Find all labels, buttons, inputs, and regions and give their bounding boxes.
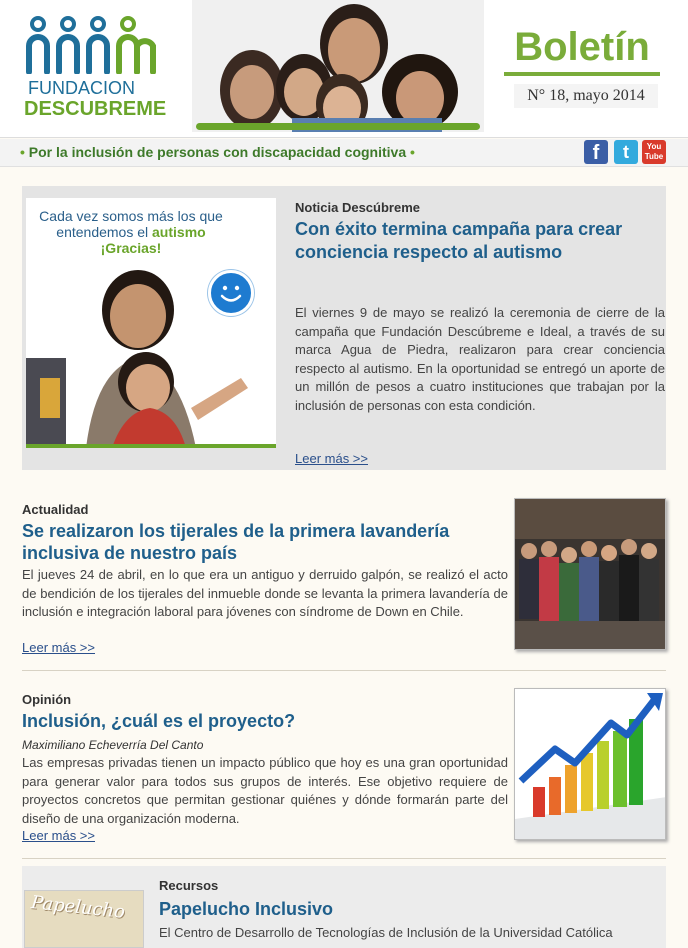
growth-chart-image[interactable] [514, 688, 666, 840]
tagline-bar [0, 139, 688, 167]
twitter-icon[interactable]: t [614, 140, 638, 164]
campaign-image-thanks: ¡Gracias! [100, 240, 162, 256]
article-read-more-link[interactable]: Leer más >> [22, 828, 95, 843]
article-author: Maximiliano Echeverría Del Canto [22, 738, 204, 752]
tagline [20, 144, 415, 160]
article-kicker: Opinión [22, 692, 72, 707]
recursos-kicker: Recursos [159, 878, 219, 893]
newsletter-header [0, 0, 688, 138]
bullet-right: • [410, 144, 415, 160]
article-body: Las empresas privadas tienen un impacto público que hoy es una gran oportunidad para generar valor para todos sus grupos de interés. Ese objetivo requiere de proyectos concretos que permitan gestionar quiénes y dónde formarán parte del diseño de una organización moderna. [22, 755, 508, 826]
feature-headline[interactable]: Con éxito termina campaña para crear conciencia respecto al autismo [295, 219, 623, 262]
article-divider [22, 670, 666, 671]
youtube-icon[interactable]: You Tube [642, 140, 666, 164]
campaign-image-text: Cada vez somos más los que entendemos el autismo [39, 208, 223, 240]
article-headline[interactable]: Se realizaron los tijerales de la primera lavandería inclusiva de nuestro país [22, 521, 450, 563]
boletin-title: Boletín [514, 25, 650, 69]
boletin-masthead [496, 24, 668, 108]
logo-text-fundacion: FUNDACION [28, 78, 135, 98]
article-actualidad [22, 496, 666, 664]
facebook-icon[interactable]: f [584, 140, 608, 164]
feature-kicker: Noticia Descúbreme [295, 200, 420, 215]
article-kicker: Actualidad [22, 502, 89, 517]
recursos-body: El Centro de Desarrollo de Tecnologías de Inclusión de la Universidad Católica [159, 925, 613, 940]
article-opinion [22, 686, 666, 852]
article-headline[interactable]: Inclusión, ¿cuál es el proyecto? [22, 711, 296, 731]
article-recursos [22, 866, 666, 948]
logo-text-descubreme: DESCUBREME [24, 98, 167, 120]
header-children-photo [192, 0, 484, 132]
article-read-more-link[interactable]: Leer más >> [22, 640, 95, 655]
image-green-strip [26, 444, 276, 448]
people-figures-icon [26, 14, 156, 74]
boletin-rule [504, 72, 660, 76]
children-photo [26, 258, 276, 448]
fundacion-descubreme-logo[interactable] [22, 12, 167, 124]
article-divider [22, 858, 666, 859]
papelucho-cover-text: Papelucho [30, 892, 126, 923]
feature-article [22, 186, 666, 470]
papelucho-book-image[interactable] [24, 890, 144, 948]
hero-green-bar [196, 123, 480, 130]
feature-body: El viernes 9 de mayo se realizó la ceremonia de cierre de la campaña que Fundación Descúbreme e Ideal, a través de su marca Agua de Piedra, realizaron para crear conciencia respecto al autismo. En la oportunidad se entregó un aporte de un millón de pesos a cuatro instituciones que trabajan por la inclusión de personas con esta condición. [295, 305, 665, 413]
article-body: El jueves 24 de abril, en lo que era un antiguo y derruido galpón, se realizó el acto de bendición de los tijerales del inmueble donde se levanta la primera lavandería de inclusión e integración laboral para jóvenes con síndrome de Down en Chile. [22, 567, 508, 619]
tagline-text: Por la inclusión de personas con discapacidad cognitiva [28, 144, 407, 160]
autism-campaign-image[interactable] [26, 198, 276, 448]
feature-read-more-link[interactable]: Leer más >> [295, 451, 368, 466]
lavanderia-group-photo[interactable] [514, 498, 666, 650]
bullet-left: • [20, 144, 25, 160]
issue-number: N° 18, mayo 2014 [514, 84, 658, 108]
recursos-headline[interactable]: Papelucho Inclusivo [159, 899, 334, 919]
